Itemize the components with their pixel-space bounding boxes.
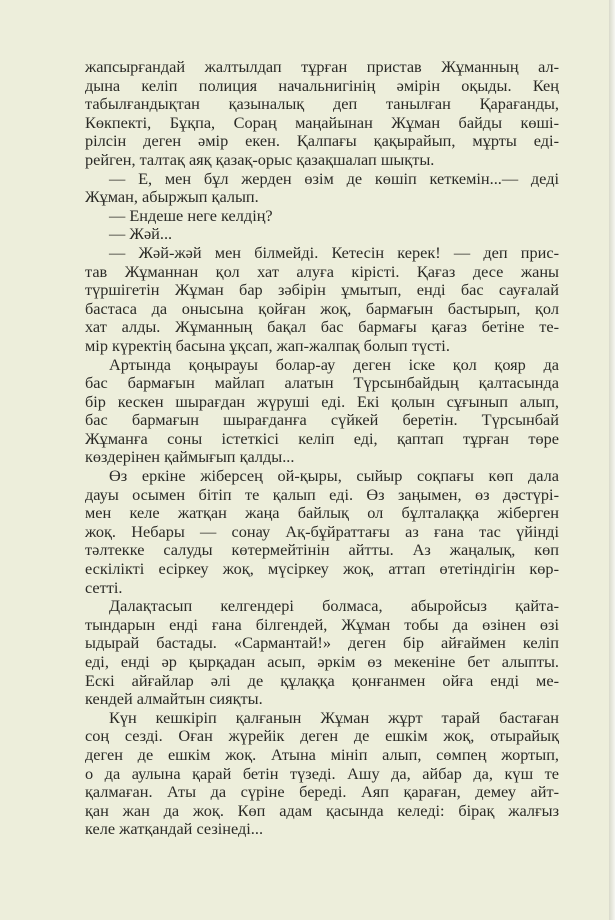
text-line: бір кескен шырағдан жүруші еді. Екі қолын сұғынып алып, bbox=[85, 391, 559, 411]
paragraph bbox=[85, 170, 559, 207]
text-line: сетті. bbox=[85, 577, 123, 597]
text-line: бас бармағын шырағданға сүйкей беретін. Түрсынбай bbox=[85, 410, 559, 430]
text-line: бас бармағын майлап алатын Түрсынбайдың қалтасында bbox=[85, 373, 559, 393]
text-line: ыдырай бастады. «Сармантай!» деген бір айғаймен келіп bbox=[85, 633, 559, 653]
text-line: Көкпекті, Бұқпа, Сораң маңайынан Жұман байды көші- bbox=[85, 112, 559, 132]
text-line: — Жәй... bbox=[109, 224, 173, 244]
text-line: түршігетін Жұман бар зәбірін ұмытып, енді бас сауғалай bbox=[85, 280, 559, 300]
text-line: Жұманға соны істеткісі келіп еді, қаптап тұрған төре bbox=[85, 428, 559, 448]
paragraph bbox=[85, 356, 559, 468]
text-line: Далақтасып келгендері болмаса, абыройсыз қайта- bbox=[109, 596, 559, 616]
text-line: Ескі айғайлар әлі де құлаққа қонғанмен ойға енді ме- bbox=[85, 670, 559, 690]
text-line: — Е, мен бұл жерден өзім де көшіп кеткемін...— деді bbox=[109, 168, 559, 188]
text-line: рілсін деген әмір екен. Қалпағы қақырайып, мұрты еді- bbox=[85, 131, 559, 151]
text-line: хат алды. Жұманның бақал бас бармағы қағаз бетіне те- bbox=[85, 317, 559, 337]
page-edge bbox=[609, 0, 615, 920]
text-line: рейген, талтақ аяқ қазақ-орыс қазақшалап шықты. bbox=[85, 149, 435, 169]
text-line: мен келе жатқан жаңа байлық ол бұлталаққа жіберген bbox=[85, 503, 559, 523]
text-line: — Ендеше неге келдің? bbox=[109, 205, 273, 225]
text-line: Өз еркіне жіберсең ой-қыры, сыйыр соқпағы көп дала bbox=[109, 466, 559, 486]
text-line: ескілікті есіркеу жоқ, мүсіркеу жоқ, аттап өтетіндігін көр- bbox=[85, 559, 559, 579]
paragraph bbox=[85, 597, 559, 709]
text-line: Артында қоңырауы болар-ау деген іске қол қояр да bbox=[109, 354, 559, 374]
text-line: бастаса да онысына қойған жоқ, бармағын бастырып, қол bbox=[85, 298, 559, 318]
text-line: дына келіп полиция начальнигінің әмірін оқыды. Кең bbox=[85, 75, 559, 95]
text-line: еді, енді әр қырқадан асып, әркім өз мекеніне бет алыпты. bbox=[85, 652, 559, 671]
text-line: жоқ. Небары — сонау Ақ-бұйраттағы аз ғана тас үйінді bbox=[85, 521, 559, 541]
book-page-text bbox=[85, 58, 559, 839]
text-line: деген де ешкім жоқ. Атына мініп алып, сөмпең жортып, bbox=[85, 744, 559, 764]
text-line: келе жатқандай сезінеді... bbox=[85, 819, 264, 839]
text-line: Жұман, абыржып қалып. bbox=[85, 187, 259, 207]
paragraph bbox=[85, 244, 559, 356]
paragraph bbox=[85, 467, 559, 597]
text-line: Күн кешкіріп қалғанын Жұман жұрт тарай бастаған bbox=[109, 707, 559, 727]
text-line: о да аулына қарай бетін түзеді. Ашу да, айбар да, күш те bbox=[85, 763, 559, 783]
paragraph bbox=[85, 58, 559, 170]
text-line: қан жан да жоқ. Көп адам қасында келеді: бірақ жалғыз bbox=[85, 800, 559, 820]
text-line: жапсырғандай жалтылдап тұрған пристав Жұманның ал- bbox=[85, 57, 559, 76]
text-line: дауы осымен бітіп те қалып еді. Өз заңымен, өз дәстүрі- bbox=[85, 484, 559, 504]
text-line: мір күректің басына ұқсап, жап-жалпақ болып түсті. bbox=[85, 335, 450, 355]
text-line: тындарын енді ғана білгендей, Жұман тобы да өзінен өзі bbox=[85, 614, 559, 634]
paragraph bbox=[85, 709, 559, 839]
text-line: кендей алмайтын сияқты. bbox=[85, 689, 263, 709]
paragraph bbox=[85, 225, 559, 244]
text-line: соң сезді. Оған жүрейік деген де ешкім жоқ, отырайық bbox=[85, 726, 559, 746]
text-line: табылғандықтан қазыналық деп танылған Қарағанды, bbox=[85, 94, 559, 114]
text-line: қалмаған. Аты да сүріне береді. Аяп қараған, демеу айт- bbox=[85, 782, 559, 802]
text-line: көздерінен қаймығып қалды... bbox=[85, 447, 295, 467]
text-line: тав Жұманнан қол хат алуға кірісті. Қағаз десе жаны bbox=[85, 261, 559, 281]
paragraph bbox=[85, 207, 559, 226]
text-line: — Жәй-жәй мен білмейді. Кетесін керек! — деп прис- bbox=[109, 242, 559, 262]
text-line: тәлтекке салуды көтермейтінін айтты. Аз жаңалық, көп bbox=[85, 540, 559, 560]
